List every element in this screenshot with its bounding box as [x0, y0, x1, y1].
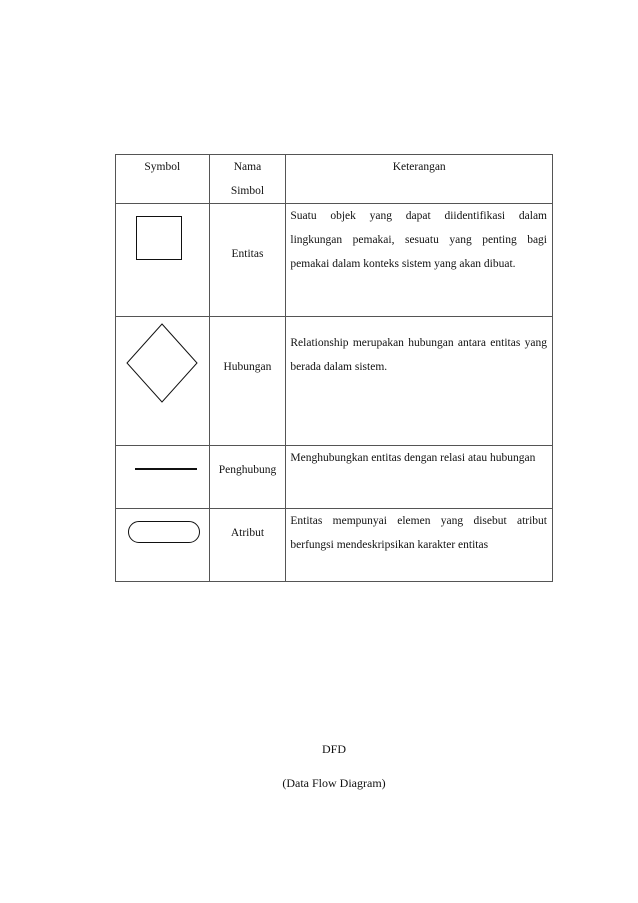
symbol-cell — [116, 317, 210, 446]
oval-icon — [128, 521, 200, 543]
line-icon — [135, 468, 197, 470]
nama-cell: Entitas — [209, 204, 286, 317]
rectangle-icon — [136, 216, 182, 260]
symbol-table — [115, 154, 553, 582]
symbol-cell — [116, 509, 210, 582]
table-row — [116, 509, 553, 582]
header-nama-simbol — [209, 155, 286, 204]
symbol-cell — [116, 204, 210, 317]
diamond-icon — [126, 323, 198, 403]
nama-cell: Penghubung — [209, 446, 286, 509]
header-keterangan: Keterangan — [286, 155, 553, 204]
table-row — [116, 446, 553, 509]
table-row — [116, 317, 553, 446]
keterangan-cell: Menghubungkan entitas dengan relasi atau hubungan — [286, 446, 553, 509]
table-row — [116, 204, 553, 317]
keterangan-cell: Entitas mempunyai elemen yang disebut atribut berfungsi mendeskripsikan karakter entitas — [286, 509, 553, 582]
keterangan-cell: Suatu objek yang dapat diidentifikasi dalam lingkungan pemakai, sesuatu yang penting bagi pemakai dalam konteks sistem yang akan dibuat. — [286, 204, 553, 317]
header-symbol: Symbol — [116, 155, 210, 204]
caption-title: DFD — [321, 742, 346, 756]
nama-cell: Hubungan — [209, 317, 286, 446]
caption-subtitle: (Data Flow Diagram) — [282, 776, 386, 790]
header-nama-line1: Nama — [233, 161, 262, 173]
header-nama-line2: Simbol — [230, 185, 265, 197]
table-header-row — [116, 155, 553, 204]
nama-cell: Atribut — [209, 509, 286, 582]
symbol-cell — [116, 446, 210, 509]
keterangan-cell: Relationship merupakan hubungan antara entitas yang berada dalam sistem. — [286, 317, 553, 446]
